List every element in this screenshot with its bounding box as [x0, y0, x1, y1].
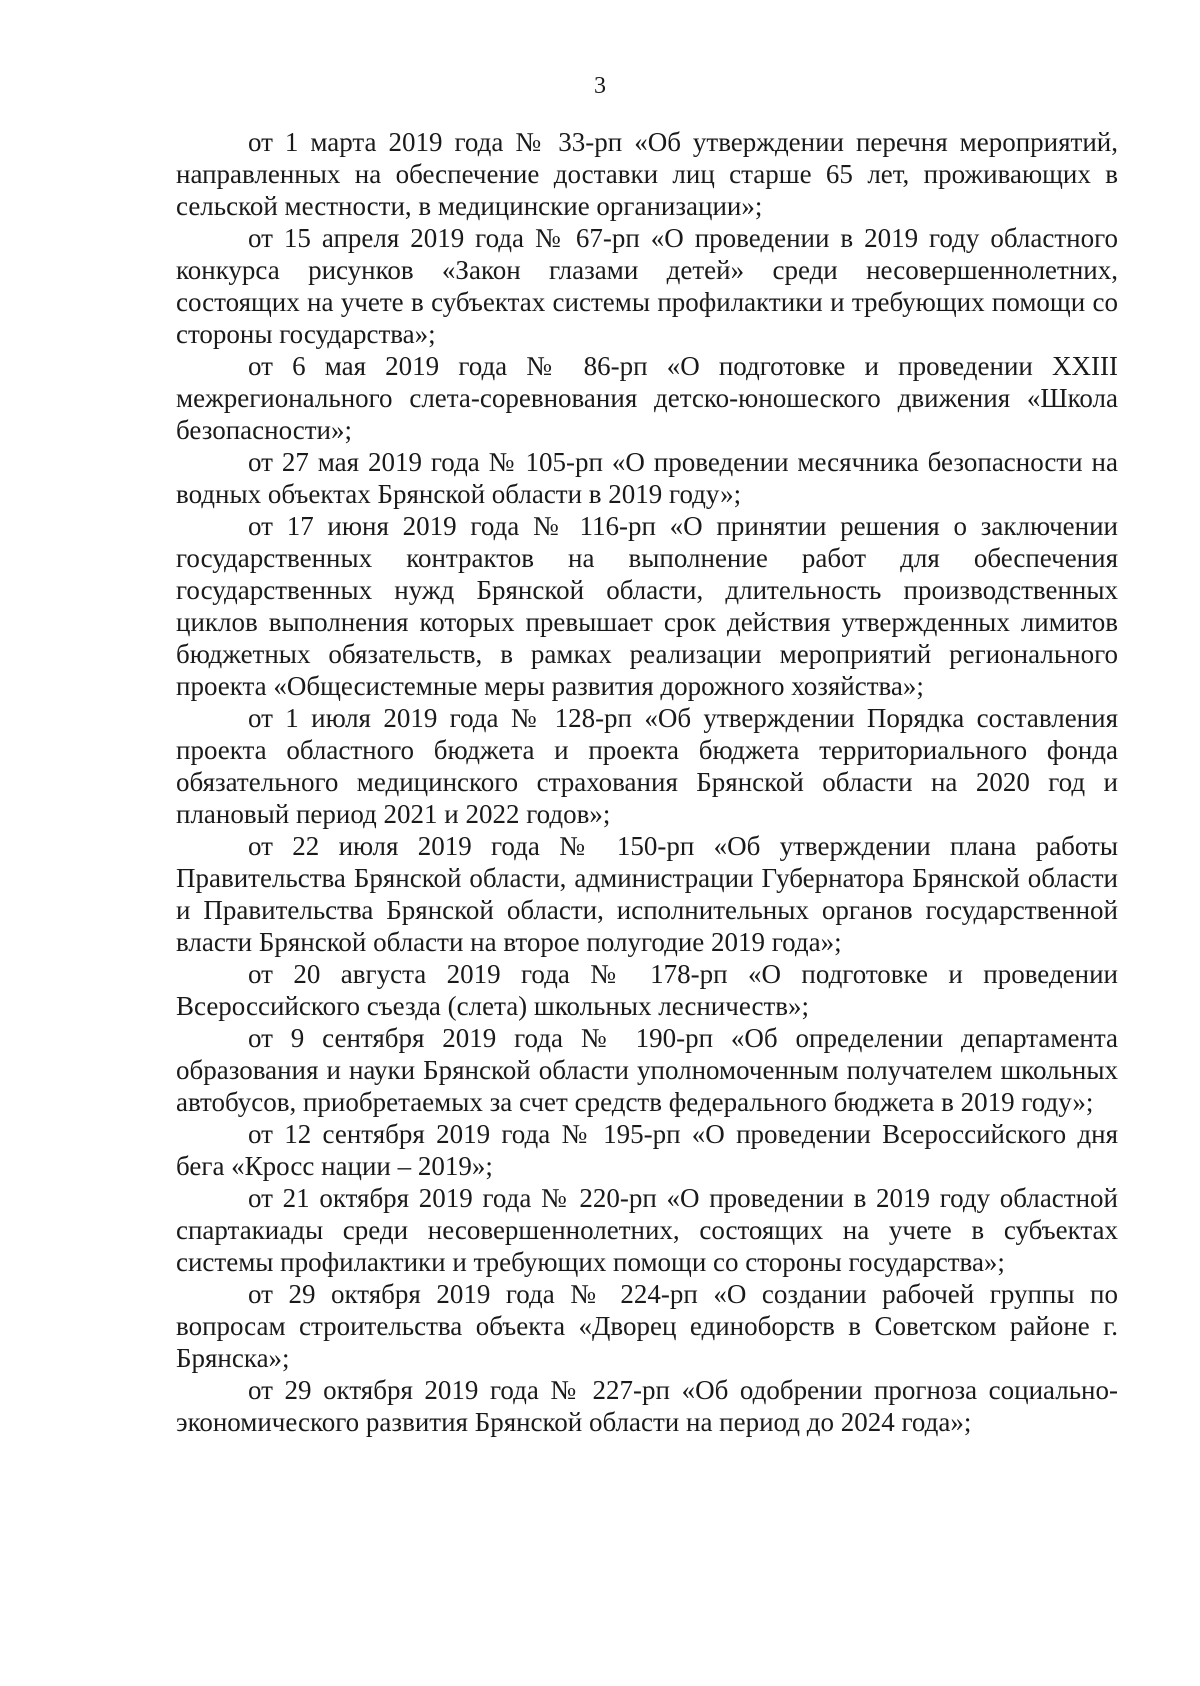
paragraph: от 15 апреля 2019 года № 67-рп «О проведении в 2019 году областного конкурса рисунков «Закон глазами детей» среди несовершеннолетних, состоящих на учете в субъектах системы профилактики и требующих помощи со стороны государства»; [176, 223, 1118, 349]
paragraph: от 27 мая 2019 года № 105-рп «О проведении месячника безопасности на водных объектах Брянской области в 2019 году»; [176, 447, 1118, 509]
paragraph: от 1 июля 2019 года № 128-рп «Об утверждении Порядка составления проекта областного бюджета и проекта бюджета территориального фонда обязательного медицинского страхования Брянской области на 2020 год и плановый период 2021 и 2022 годов»; [176, 703, 1118, 829]
paragraph: от 9 сентября 2019 года № 190-рп «Об определении департамента образования и науки Брянской области уполномоченным получателем школьных автобусов, приобретаемых за счет средств федерального бюджета в 2019 году»; [176, 1023, 1118, 1117]
paragraph: от 12 сентября 2019 года № 195-рп «О проведении Всероссийского дня бега «Кросс нации – 2019»; [176, 1119, 1118, 1181]
paragraph: от 29 октября 2019 года № 224-рп «О создании рабочей группы по вопросам строительства объекта «Дворец единоборств в Советском районе г. Брянска»; [176, 1279, 1118, 1373]
paragraph: от 22 июля 2019 года № 150-рп «Об утверждении плана работы Правительства Брянской области, администрации Губернатора Брянской области и Правительства Брянской области, исполнительных органов государственной власти Брянской области на второе полугодие 2019 года»; [176, 831, 1118, 957]
page-number: 3 [594, 73, 606, 99]
paragraph: от 21 октября 2019 года № 220-рп «О проведении в 2019 году областной спартакиады среди несовершеннолетних, состоящих на учете в субъектах системы профилактики и требующих помощи со стороны государства»; [176, 1183, 1118, 1277]
paragraph: от 1 марта 2019 года № 33-рп «Об утверждении перечня мероприятий, направленных на обеспечение доставки лиц старше 65 лет, проживающих в сельской местности, в медицинские организации»; [176, 127, 1118, 221]
paragraph: от 20 августа 2019 года № 178-рп «О подготовке и проведении Всероссийского съезда (слета) школьных лесничеств»; [176, 959, 1118, 1021]
paragraph: от 6 мая 2019 года № 86-рп «О подготовке и проведении XXIII межрегионального слета-соревнования детско-юношеского движения «Школа безопасности»; [176, 351, 1118, 445]
paragraph: от 17 июня 2019 года № 116-рп «О принятии решения о заключении государственных контрактов на выполнение работ для обеспечения государственных нужд Брянской области, длительность производственных циклов выполнения которых превышает срок действия утвержденных лимитов бюджетных обязательств, в рамках реализации мероприятий регионального проекта «Общесистемные меры развития дорожного хозяйства»; [176, 511, 1118, 701]
paragraph: от 29 октября 2019 года № 227-рп «Об одобрении прогноза социально-экономического развития Брянской области на период до 2024 года»; [176, 1375, 1118, 1437]
document-body [176, 126, 1118, 1438]
